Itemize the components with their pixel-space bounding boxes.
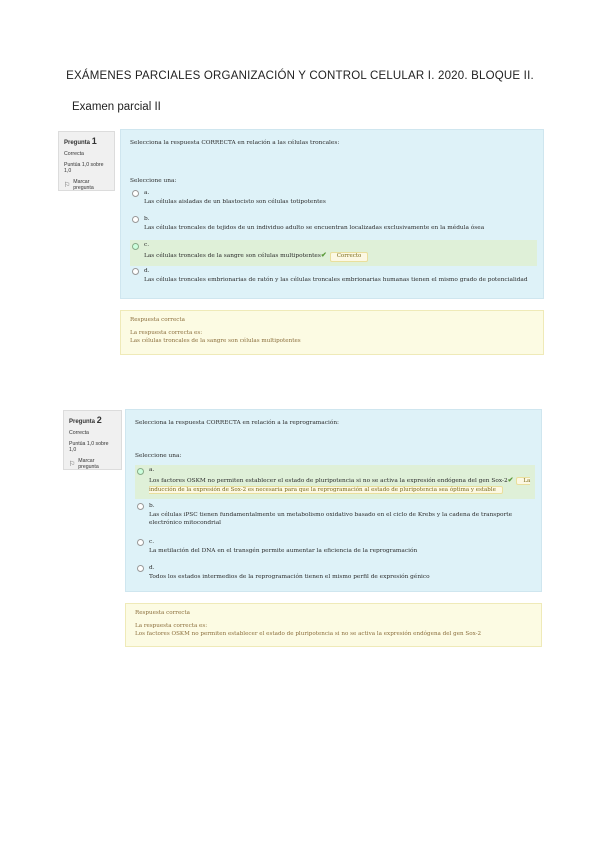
question-score: Puntúa 1,0 sobre 1,0 xyxy=(64,162,104,174)
question-info xyxy=(63,410,122,470)
check-icon: ✔ xyxy=(320,250,327,259)
radio-button[interactable] xyxy=(137,468,144,475)
answer-option-d[interactable]: d. Las células troncales embrionarias de ratón y las células troncales embrionarias humanas tienen el mismo grado de potencialidad xyxy=(130,268,537,292)
option-text: Los factores OSKM no permiten establecer el estado de pluripotencia si no se activa la expresión endógena del gen Sox-2 xyxy=(149,478,508,484)
feedback-line: La respuesta correcta es: xyxy=(130,330,203,336)
answer-option-b[interactable]: b. Las células troncales de tejidos de un individuo adulto se encuentran localizadas exclusivamente en la médula ósea xyxy=(130,216,537,240)
radio-button[interactable] xyxy=(132,243,139,250)
question-content xyxy=(125,409,542,592)
question-text: Selecciona la respuesta CORRECTA en relación a la reprogramación: xyxy=(135,420,340,426)
feedback-answer: Los factores OSKM no permiten establecer el estado de pluripotencia si no se activa la expresión endógena del gen Sox-2 xyxy=(135,631,482,638)
select-prompt: Seleccione una: xyxy=(135,453,182,459)
answer-option-d[interactable]: d. Todos los estados intermedios de la reprogramación tienen el mismo perfil de expresión génico xyxy=(135,565,535,587)
flag-icon: ⚐ xyxy=(69,461,76,468)
feedback-box xyxy=(125,603,542,647)
feedback-answer: Las células troncales de la sangre son células multipotentes xyxy=(130,338,301,345)
question-content xyxy=(120,129,544,299)
radio-button[interactable] xyxy=(132,268,139,275)
answer-option-a[interactable]: a. Los factores OSKM no permiten establecer el estado de pluripotencia si no se activa la expresión endógena del gen Sox-2✔ La inducción de la expresión de Sox-2 es necesaria para que la reprogramación al estado de pluripotencia sea óptima y estable xyxy=(135,465,535,499)
feedback-line: La respuesta correcta es: xyxy=(135,623,208,629)
answer-option-b[interactable]: b. Las células iPSC tienen fundamentalmente un metabolismo oxidativo basado en el ciclo de Krebs y la cadena de transporte electrónico mitocondrial xyxy=(135,503,535,537)
question-number: Pregunta 1 xyxy=(64,136,97,146)
correct-badge: Correcto xyxy=(330,252,369,262)
flag-icon: ⚐ xyxy=(64,182,71,189)
answer-option-c[interactable]: c. La metilación del DNA en el transgén permite aumentar la eficiencia de la reprogramación xyxy=(135,539,535,561)
question-score: Puntúa 1,0 sobre 1,0 xyxy=(69,441,109,453)
radio-button[interactable] xyxy=(132,216,139,223)
feedback-box xyxy=(120,310,544,355)
question-number: Pregunta 2 xyxy=(69,415,102,425)
radio-button[interactable] xyxy=(132,190,139,197)
radio-button[interactable] xyxy=(137,565,144,572)
correct-badge: La inducción de la expresión de Sox-2 es necesaria para que la reprogramación al estado de pluripotencia sea óptima y estable xyxy=(149,478,531,493)
document-title: EXÁMENES PARCIALES ORGANIZACIÓN Y CONTROL CELULAR I. 2020. BLOQUE II. xyxy=(66,70,534,82)
feedback-title: Respuesta correcta xyxy=(135,610,190,616)
select-prompt: Seleccione una: xyxy=(130,178,177,184)
flag-question-button[interactable]: ⚐ Marcar pregunta xyxy=(69,458,99,470)
question-status: Correcta xyxy=(69,430,89,436)
answer-option-c[interactable]: c. Las células troncales de la sangre son células multipotentes✔ Correcto xyxy=(130,240,537,266)
option-text: Las células troncales de la sangre son células multipotentes xyxy=(144,253,321,259)
question-status: Correcta xyxy=(64,151,84,157)
question-text: Selecciona la respuesta CORRECTA en relación a las células troncales: xyxy=(130,140,340,146)
flag-question-button[interactable]: ⚐ Marcar pregunta xyxy=(64,179,94,191)
question-info xyxy=(58,131,115,191)
feedback-title: Respuesta correcta xyxy=(130,317,185,323)
radio-button[interactable] xyxy=(137,503,144,510)
document-subtitle: Examen parcial II xyxy=(72,101,161,113)
answer-option-a[interactable]: a. Las células aisladas de un blastocisto son células totipotentes xyxy=(130,190,537,214)
radio-button[interactable] xyxy=(137,539,144,546)
check-icon: ✔ xyxy=(507,475,514,484)
